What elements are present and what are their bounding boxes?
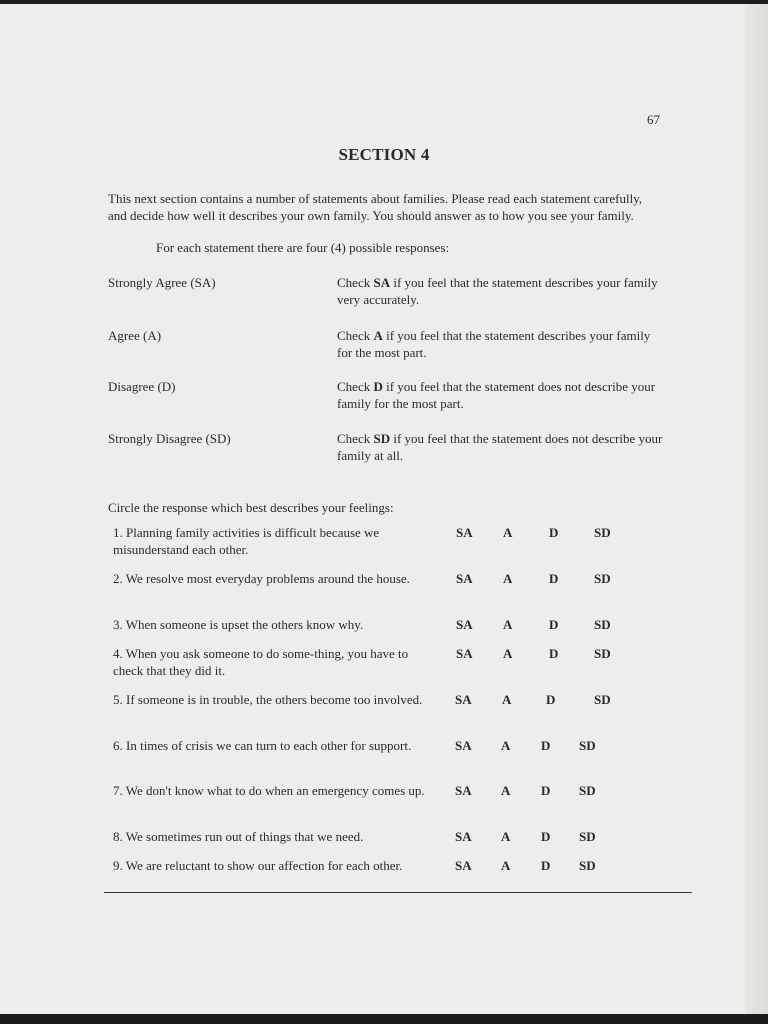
question-text: 2. We resolve most everyday problems around the house. [113, 571, 410, 586]
option-a[interactable]: A [501, 829, 511, 844]
question-text: 1. Planning family activities is difficult because we misunderstand each other. [113, 525, 380, 557]
option-d[interactable]: D [541, 738, 551, 753]
option-a[interactable]: A [503, 646, 513, 661]
option-a[interactable]: A [501, 738, 511, 753]
option-d[interactable]: D [541, 858, 551, 873]
option-a[interactable]: A [501, 858, 511, 873]
page-number: 67 [647, 112, 660, 127]
response-description: Check D if you feel that the statement does not describe your family for the most part. [337, 379, 656, 411]
option-sd[interactable]: SD [594, 617, 611, 632]
response-description: Check SA if you feel that the statement describes your family very accurately. [337, 275, 658, 307]
option-sa[interactable]: SA [455, 692, 472, 707]
option-sd[interactable]: SD [594, 571, 611, 586]
option-sa[interactable]: SA [456, 571, 473, 586]
option-d[interactable]: D [541, 783, 551, 798]
option-d[interactable]: D [549, 646, 559, 661]
response-description: Check A if you feel that the statement describes your family for the most part. [337, 328, 651, 360]
response-term: Agree (A) [108, 328, 162, 343]
option-d[interactable]: D [549, 571, 559, 586]
intro-responses-line: For each statement there are four (4) possible responses: [156, 240, 450, 255]
response-code: A [373, 328, 383, 343]
option-sd[interactable]: SD [594, 692, 611, 707]
option-sa[interactable]: SA [456, 525, 473, 540]
question-text: 7. We don't know what to do when an emergency comes up. [113, 783, 425, 798]
option-a[interactable]: A [501, 783, 511, 798]
option-a[interactable]: A [503, 571, 513, 586]
option-d[interactable]: D [541, 829, 551, 844]
section-title: SECTION 4 [338, 145, 430, 164]
response-code: SA [373, 275, 391, 290]
bottom-divider [104, 892, 692, 893]
option-sd[interactable]: SD [579, 783, 596, 798]
option-d[interactable]: D [549, 525, 559, 540]
option-d[interactable]: D [546, 692, 556, 707]
response-term: Strongly Disagree (SD) [108, 431, 231, 446]
option-a[interactable]: A [502, 692, 512, 707]
question-text: 6. In times of crisis we can turn to each other for support. [113, 738, 412, 753]
option-sd[interactable]: SD [594, 646, 611, 661]
option-sa[interactable]: SA [456, 646, 473, 661]
response-term: Disagree (D) [108, 379, 176, 394]
option-sa[interactable]: SA [455, 738, 472, 753]
circle-instruction: Circle the response which best describes your feelings: [108, 500, 394, 515]
option-a[interactable]: A [503, 617, 513, 632]
option-sd[interactable]: SD [579, 738, 596, 753]
question-text: 9. We are reluctant to show our affection for each other. [113, 858, 403, 873]
intro-paragraph: This next section contains a number of statements about families. Please read each statement carefully, and decide how well it describes your own family. You should answer as to how you see your family. [108, 191, 643, 223]
response-code: D [373, 379, 383, 394]
question-text: 5. If someone is in trouble, the others become too involved. [113, 692, 423, 707]
question-text: 8. We sometimes run out of things that we need. [113, 829, 364, 844]
option-sd[interactable]: SD [579, 858, 596, 873]
response-term: Strongly Agree (SA) [108, 275, 216, 290]
option-sd[interactable]: SD [579, 829, 596, 844]
response-description: Check SD if you feel that the statement does not describe your family at all. [337, 431, 663, 463]
question-text: 4. When you ask someone to do some-thing, you have to check that they did it. [113, 646, 409, 678]
option-d[interactable]: D [549, 617, 559, 632]
question-text: 3. When someone is upset the others know why. [113, 617, 364, 632]
option-sa[interactable]: SA [455, 829, 472, 844]
option-sa[interactable]: SA [456, 617, 473, 632]
option-a[interactable]: A [503, 525, 513, 540]
option-sd[interactable]: SD [594, 525, 611, 540]
option-sa[interactable]: SA [455, 858, 472, 873]
option-sa[interactable]: SA [455, 783, 472, 798]
response-code: SD [373, 431, 391, 446]
scan-bottom-edge [0, 1014, 768, 1024]
